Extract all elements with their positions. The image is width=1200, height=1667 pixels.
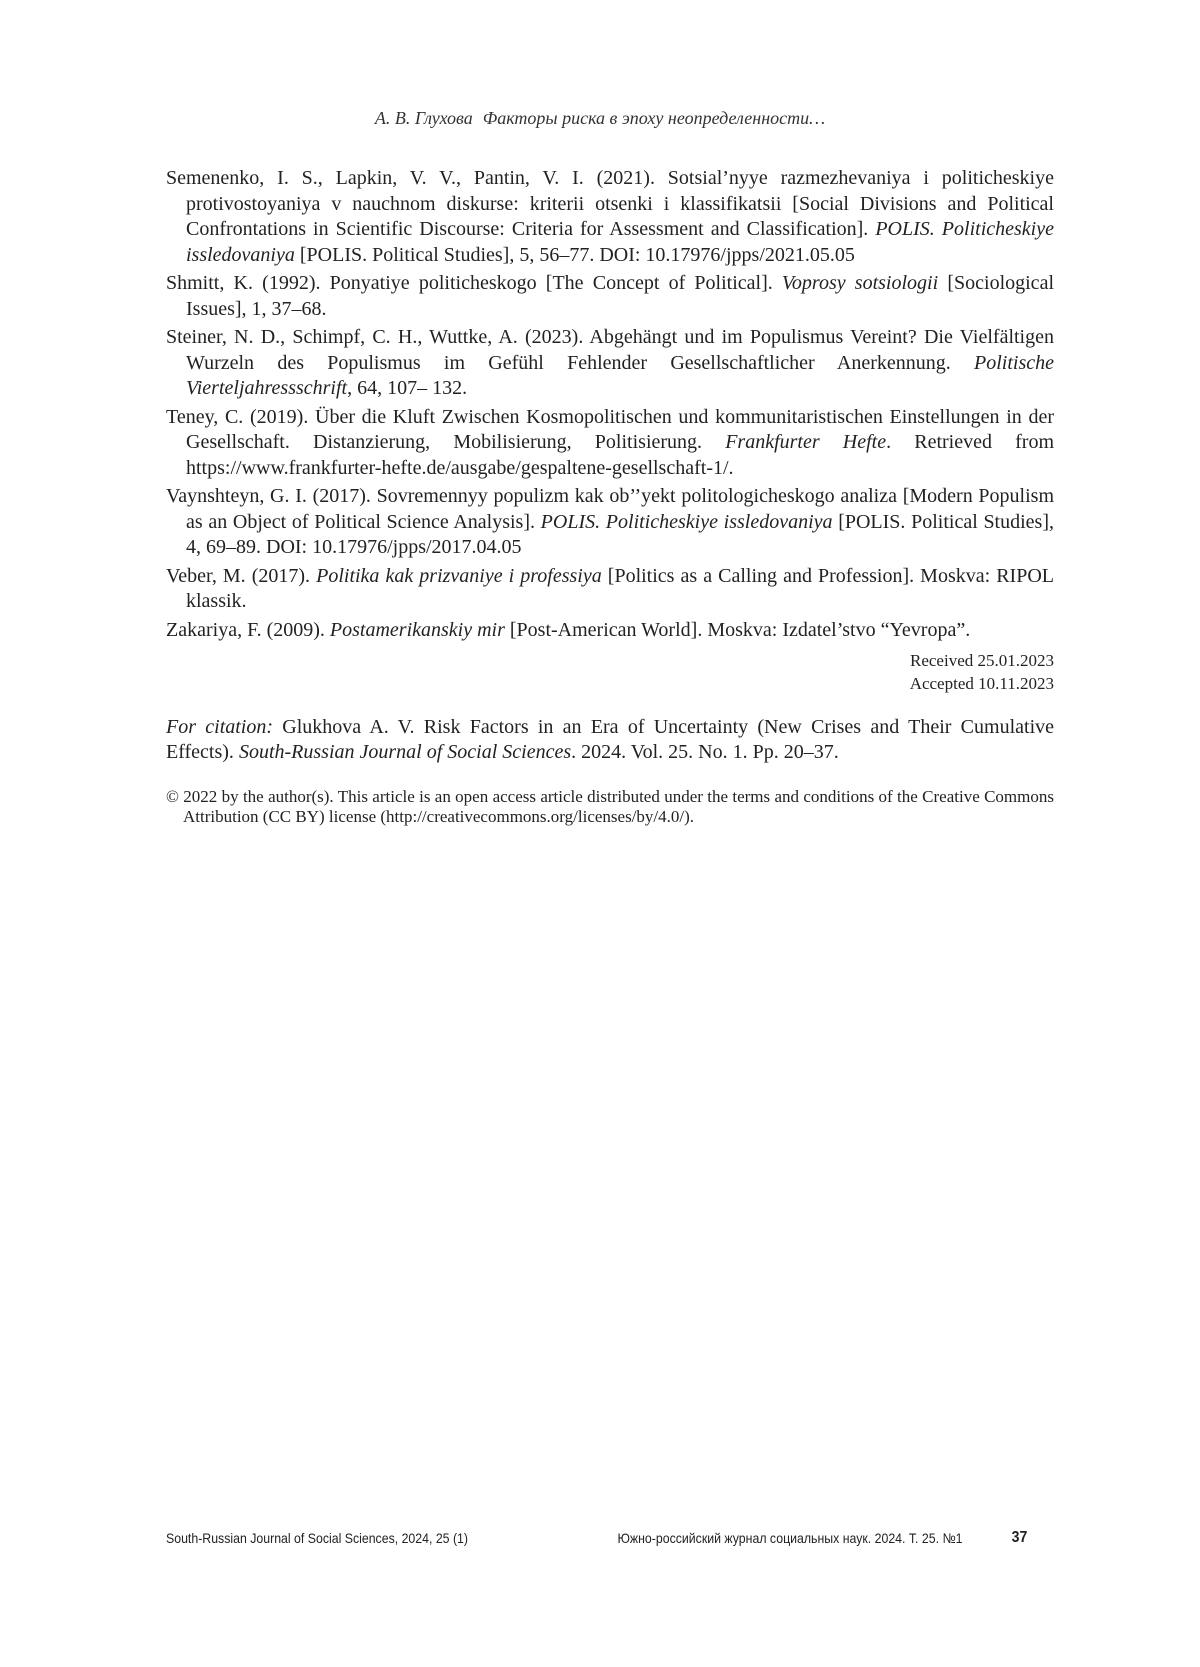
reference-text: Zakariya, F. (2009). (166, 618, 330, 641)
reference-text: Steiner, N. D., Schimpf, C. H., Wuttke, A. (2023). Abgehängt und im Populismus Vereint? Die Vielfältigen Wurzeln des Populismus im Gefühl Fehlender Gesellschaftlicher Anerkennung. (166, 326, 1054, 374)
reference-source: POLIS. Politicheskiye issledovaniya (186, 218, 1054, 266)
footer-journal-ru: Южно-российский журнал социальных наук. 2024. Т. 25. №1 (617, 1530, 963, 1546)
reference-details: , 64, 107– 132. (347, 377, 468, 399)
reference-item (166, 564, 1054, 615)
reference-text: Vaynshteyn, G. I. (2017). Sovremennyy populizm kak ob’’yekt politologicheskogo analiza [Modern Populism as an Object of Political Science Analysis]. (166, 485, 1054, 533)
reference-item (166, 325, 1054, 402)
reference-source: POLIS. Politicheskiye issledovaniya (540, 510, 833, 533)
running-head-author: А. В. Глухова (374, 108, 473, 128)
reference-details: [Post-American World]. Moskva: Izdatel’stvo “Yevropa”. (504, 618, 971, 641)
reference-details: [Politics as a Calling and Profession]. Moskva: RIPOL klassik. (186, 564, 1055, 612)
reference-list (166, 166, 1054, 826)
reference-text: Teney, C. (2019). Über die Kluft Zwischen Kosmopolitischen und kommunitaristischen Einstellungen in der Gesellschaft. Distanzierung, Mobilisierung, Politisierung. (166, 405, 1054, 453)
reference-details: [POLIS. Political Studies], 4, 69–89. DOI: 10.17976/jpps/2017.04.05 (186, 510, 1054, 558)
reference-text: Semenenko, I. S., Lapkin, V. V., Pantin, V. I. (2021). Sotsial’nyye razmezhevaniya i politicheskiye protivostoyaniya v nauchnom diskurse: kriterii otsenki i klassifikatsii [Social Divisions and Political Confrontations in Scientific Discourse: Criteria for Assessment and Classification]. (166, 167, 1054, 240)
page-number: 37 (1011, 1529, 1028, 1546)
footer-journal-en: South-Russian Journal of Social Sciences, 2024, 25 (1) (166, 1530, 469, 1546)
citation-text: Glukhova A. V. Risk Factors in an Era of Uncertainty (New Crises and Their Cumulative Effects). (166, 716, 1054, 763)
reference-item (166, 405, 1054, 482)
reference-source: Frankfurter Hefte (725, 431, 887, 453)
reference-source: Politische Vierteljahressschrift (186, 351, 1054, 399)
reference-item (166, 618, 1054, 644)
accepted-date: Accepted 10.11.2023 (909, 674, 1054, 693)
reference-source: Politika kak prizvaniye i professiya (316, 564, 602, 587)
reference-item (166, 166, 1054, 268)
running-head-title: Факторы риска в эпоху неопределенности… (482, 108, 826, 128)
received-date: Received 25.01.2023 (910, 651, 1054, 670)
reference-details: . Retrieved from https://www.frankfurter-hefte.de/ausgabe/gespaltene-gesellschaft-1/. (186, 431, 1055, 479)
citation-block (166, 715, 1054, 765)
citation-details: . 2024. Vol. 25. No. 1. Pp. 20–37. (571, 741, 839, 763)
reference-details: [Sociological Issues], 1, 37–68. (186, 272, 1054, 320)
reference-text: Veber, M. (2017). (166, 564, 317, 587)
article-dates (166, 649, 1054, 695)
reference-source: Voprosy sotsiologii (781, 272, 939, 294)
license-notice: © 2022 by the author(s). This article is an open access article distributed under the terms and conditions of the Creative Commons Attribution (CC BY) license (http://creativecommons.org/licenses/by/4.0/). (166, 787, 1054, 826)
reference-item (166, 484, 1054, 561)
reference-item (166, 271, 1054, 322)
citation-label: For citation: (166, 716, 274, 738)
reference-details: [POLIS. Political Studies], 5, 56–77. DOI: 10.17976/jpps/2021.05.05 (294, 243, 855, 266)
reference-text: Shmitt, K. (1992). Ponyatiye politicheskogo [The Concept of Political]. (166, 272, 782, 294)
reference-source: Postamerikanskiy mir (329, 618, 505, 641)
running-head (0, 108, 1200, 129)
citation-journal: South-Russian Journal of Social Sciences (238, 741, 572, 763)
